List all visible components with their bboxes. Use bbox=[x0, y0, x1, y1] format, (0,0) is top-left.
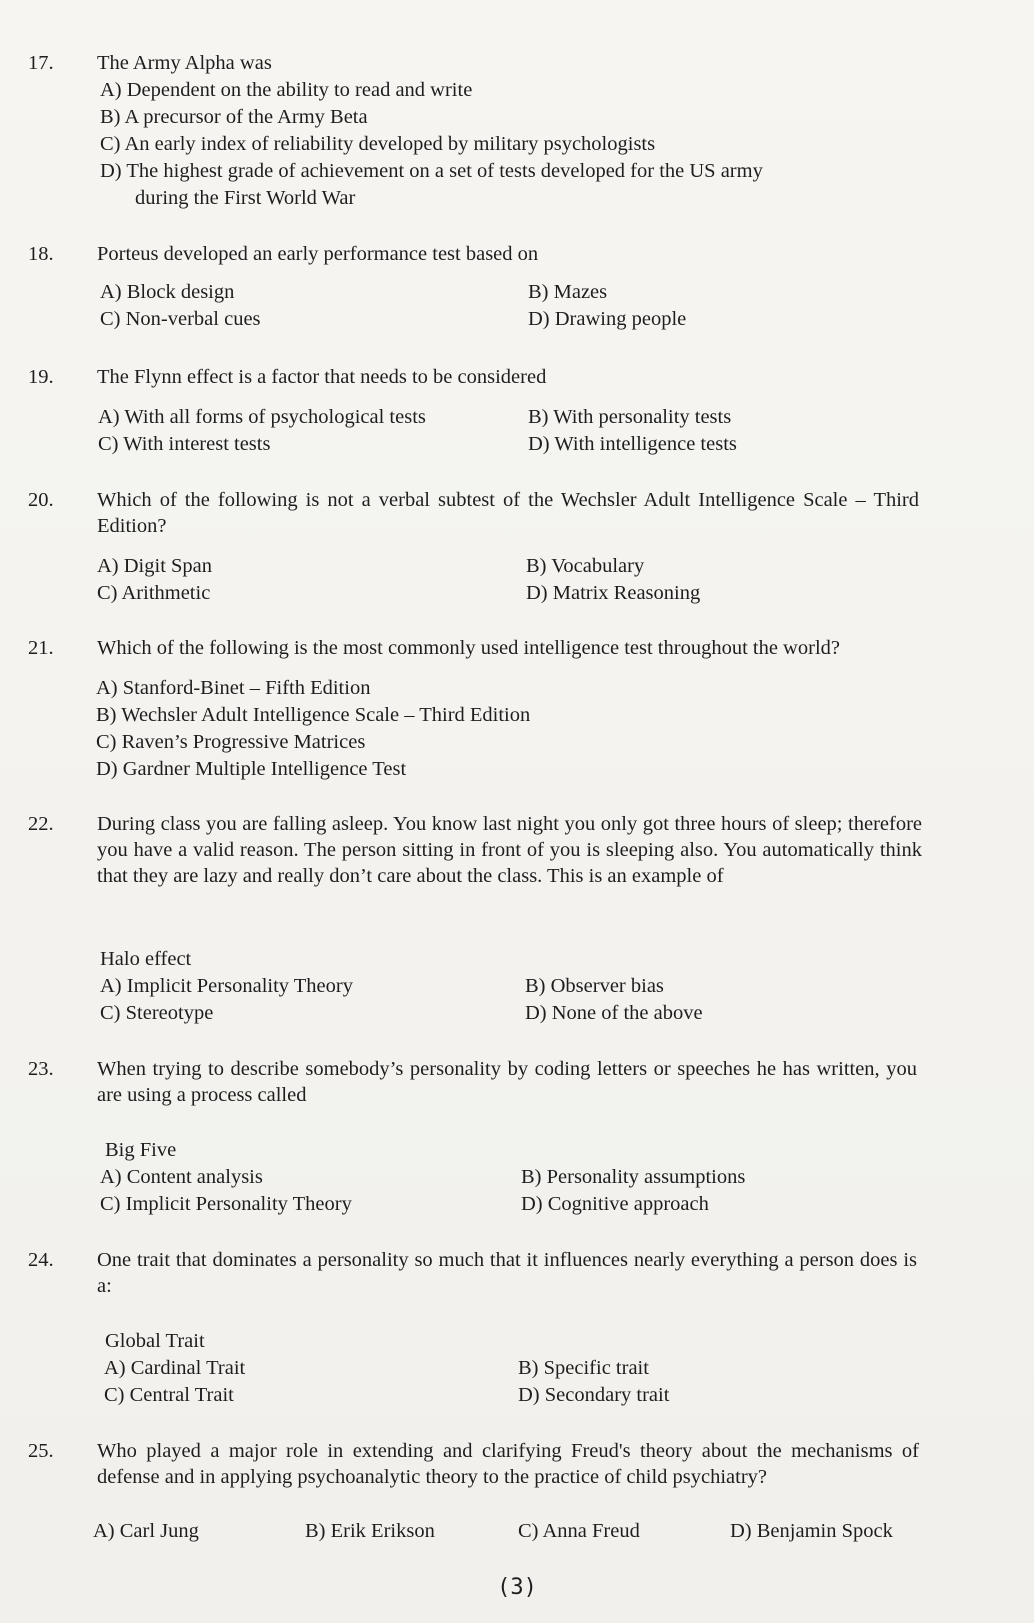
extra-option: Global Trait bbox=[105, 1330, 205, 1352]
option-a: A) Stanford-Binet – Fifth Edition bbox=[96, 677, 371, 699]
option-b: B) Mazes bbox=[528, 281, 608, 303]
question-stem: Which of the following is the most commonly used intelligence test throughout the world? bbox=[97, 637, 840, 659]
question-number: 24. bbox=[28, 1249, 54, 1271]
option-c: C) Central Trait bbox=[104, 1384, 234, 1406]
question-number: 21. bbox=[28, 637, 54, 659]
question-number: 19. bbox=[28, 366, 54, 388]
option-d: D) The highest grade of achievement on a set of tests developed for the US army bbox=[100, 160, 763, 182]
option-a: A) Digit Span bbox=[97, 555, 213, 577]
option-d: D) Gardner Multiple Intelligence Test bbox=[96, 758, 407, 780]
option-c: C) Anna Freud bbox=[518, 1520, 640, 1542]
question-number: 17. bbox=[28, 52, 54, 74]
page-number: (3) bbox=[497, 1575, 537, 1600]
option-b: B) With personality tests bbox=[528, 406, 732, 428]
question-stem: When trying to describe somebody’s personality by coding letters or speeches he has written, you are using a process called bbox=[97, 1058, 917, 1106]
option-d: D) With intelligence tests bbox=[528, 433, 737, 455]
question-stem: The Flynn effect is a factor that needs to be considered bbox=[97, 366, 547, 388]
option-c: C) Non-verbal cues bbox=[100, 308, 261, 330]
option-b: B) Specific trait bbox=[518, 1357, 649, 1379]
question-stem: One trait that dominates a personality so much that it influences nearly everything a person does is a: bbox=[97, 1249, 917, 1297]
question-number: 25. bbox=[28, 1440, 54, 1462]
question-stem: The Army Alpha was bbox=[97, 52, 272, 74]
option-a: A) Content analysis bbox=[100, 1166, 263, 1188]
option-c: C) Stereotype bbox=[100, 1002, 214, 1024]
option-d: D) Matrix Reasoning bbox=[526, 582, 701, 604]
option-d: D) None of the above bbox=[525, 1002, 703, 1024]
question-number: 20. bbox=[28, 489, 54, 511]
option-a: A) Block design bbox=[100, 281, 235, 303]
option-c: C) Arithmetic bbox=[97, 582, 211, 604]
option-a: A) Implicit Personality Theory bbox=[100, 975, 353, 997]
option-c: C) An early index of reliability developed by military psychologists bbox=[100, 133, 656, 155]
question-stem: During class you are falling asleep. You know last night you only got three hours of sleep; therefore you have a valid reason. The person sitting in front of you is sleeping also. You automatically think that they are lazy and really don’t care about the class. This is an example of bbox=[97, 813, 922, 887]
option-b: B) Observer bias bbox=[525, 975, 664, 997]
question-number: 18. bbox=[28, 243, 54, 265]
question-stem: Porteus developed an early performance test based on bbox=[97, 243, 539, 265]
option-b: B) A precursor of the Army Beta bbox=[100, 106, 368, 128]
question-stem: Which of the following is not a verbal subtest of the Wechsler Adult Intelligence Scale – Third Edition? bbox=[97, 489, 919, 537]
option-c: C) Implicit Personality Theory bbox=[100, 1193, 352, 1215]
option-c: C) Raven’s Progressive Matrices bbox=[96, 731, 366, 753]
option-d: D) Cognitive approach bbox=[521, 1193, 709, 1215]
option-b: B) Personality assumptions bbox=[521, 1166, 746, 1188]
option-b: B) Erik Erikson bbox=[305, 1520, 435, 1542]
extra-option: Big Five bbox=[105, 1139, 177, 1161]
question-stem: Who played a major role in extending and clarifying Freud's theory about the mechanisms of defense and in applying psychoanalytic theory to the practice of child psychiatry? bbox=[97, 1440, 919, 1488]
option-a: A) Cardinal Trait bbox=[104, 1357, 246, 1379]
question-number: 23. bbox=[28, 1058, 54, 1080]
question-number: 22. bbox=[28, 813, 54, 835]
option-a: A) With all forms of psychological tests bbox=[98, 406, 426, 428]
option-d-continuation: during the First World War bbox=[135, 187, 356, 209]
option-a: A) Dependent on the ability to read and write bbox=[100, 79, 473, 101]
option-b: B) Wechsler Adult Intelligence Scale – Third Edition bbox=[96, 704, 531, 726]
option-d: D) Benjamin Spock bbox=[730, 1520, 893, 1542]
option-c: C) With interest tests bbox=[98, 433, 271, 455]
extra-option: Halo effect bbox=[100, 948, 192, 970]
option-a: A) Carl Jung bbox=[93, 1520, 199, 1542]
option-b: B) Vocabulary bbox=[526, 555, 645, 577]
option-d: D) Secondary trait bbox=[518, 1384, 670, 1406]
option-d: D) Drawing people bbox=[528, 308, 687, 330]
